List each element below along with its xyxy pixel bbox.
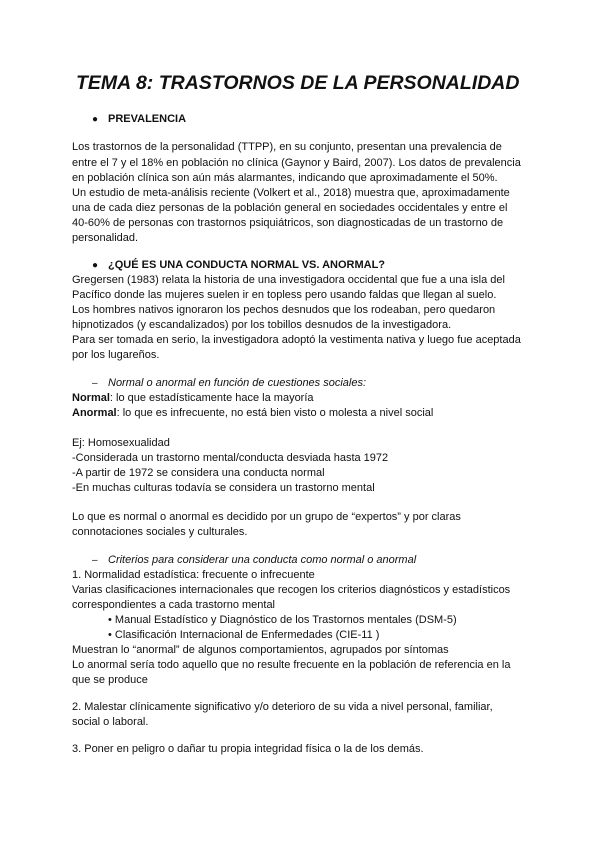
text-line: Un estudio de meta-análisis reciente (Volkert et al., 2018) muestra que, aproximadamente	[72, 187, 510, 199]
text-line: Para ser tomada en serio, la investigadora adoptó la vestimenta nativa y luego fue aceptada	[72, 334, 521, 346]
text-line: connotaciones sociales y culturales.	[72, 526, 248, 538]
subheading-social: Normal o anormal en función de cuestiones sociales:	[108, 377, 367, 389]
text-line: Lo anormal sería todo aquello que no resulte frecuente en la población de referencia en la	[72, 659, 511, 671]
text-line: en población clínica son aún más alarmantes, indicando que aproximadamente el 50%.	[72, 172, 498, 184]
text-line: por los lugareños.	[72, 349, 160, 361]
text-line: 2. Malestar clínicamente significativo y/o deterioro de su vida a nivel personal, familiar,	[72, 701, 493, 713]
manual-item: • Manual Estadístico y Diagnóstico de los Trastornos mentales (DSM-5)	[108, 614, 457, 626]
text-line: personalidad.	[72, 232, 139, 244]
dash-marker: –	[92, 378, 98, 389]
text-line: que se produce	[72, 674, 148, 686]
criterio-3: 3. Poner en peligro o dañar tu propia integridad física o la de los demás.	[72, 743, 424, 755]
text-line: 40-60% de personas con trastornos psiquiátricos, son diagnosticadas de un trastorno de	[72, 217, 504, 229]
text-line: Lo que es normal o anormal es decidido por un grupo de “expertos” y por claras	[72, 511, 461, 523]
text-normal: : lo que estadísticamente hace la mayoría	[109, 392, 314, 404]
bullet-icon: ●	[92, 260, 99, 271]
text-line: entre el 7 y el 18% en población no clínica (Gaynor y Baird, 2007). Los datos de prevalencia	[72, 157, 521, 169]
page-title: TEMA 8: TRASTORNOS DE LA PERSONALIDAD	[76, 72, 520, 94]
label-anormal: Anormal	[72, 407, 117, 419]
bullet-icon: ●	[92, 114, 99, 125]
text-line: Pacífico donde las mujeres suelen ir en topless pero usando faldas que llegan al suelo.	[72, 289, 497, 301]
text-line: Los trastornos de la personalidad (TTPP), en su conjunto, presentan una prevalencia de	[72, 141, 502, 153]
text-line: correspondientes a cada trastorno mental	[72, 599, 276, 611]
dash-marker: –	[92, 555, 98, 566]
text-line: 1. Normalidad estadística: frecuente o infrecuente	[72, 569, 315, 581]
subheading-criterios: Criterios para considerar una conducta como normal o anormal	[108, 554, 417, 566]
text-anormal: : lo que es infrecuente, no está bien visto o molesta a nivel social	[116, 407, 434, 419]
manual-item: • Clasificación Internacional de Enfermedades (CIE-11 )	[108, 629, 380, 641]
text-line: -Considerada un trastorno mental/conducta desviada hasta 1972	[72, 452, 389, 464]
text-line: -En muchas culturas todavía se considera un trastorno mental	[72, 482, 375, 494]
definition-anormal	[72, 406, 433, 421]
text-line: social o laboral.	[72, 716, 149, 728]
text-line: Gregersen (1983) relata la historia de una investigadora occidental que fue a una isla del	[72, 274, 505, 286]
heading-conducta: ¿QUÉ ES UNA CONDUCTA NORMAL VS. ANORMAL?	[108, 259, 386, 271]
heading-prevalencia: PREVALENCIA	[108, 113, 187, 125]
text-line: una de cada diez personas de la población general en sociedades occidentales y entre el	[72, 202, 508, 214]
definition-normal	[72, 391, 314, 406]
text-line: Ej: Homosexualidad	[72, 437, 170, 449]
text-line: Los hombres nativos ignoraron los pechos desnudos que los rodeaban, pero quedaron	[72, 304, 496, 316]
text-line: -A partir de 1972 se considera una conducta normal	[72, 467, 325, 479]
text-line: Muestran lo “anormal” de algunos comportamientos, agrupados por síntomas	[72, 644, 449, 656]
text-line: Varias clasificaciones internacionales que recogen los criterios diagnósticos y estadísticos	[72, 584, 511, 596]
label-normal: Normal	[72, 392, 110, 404]
text-line: hipnotizados (y escandalizados) por los tobillos desnudos de la investigadora.	[72, 319, 452, 331]
